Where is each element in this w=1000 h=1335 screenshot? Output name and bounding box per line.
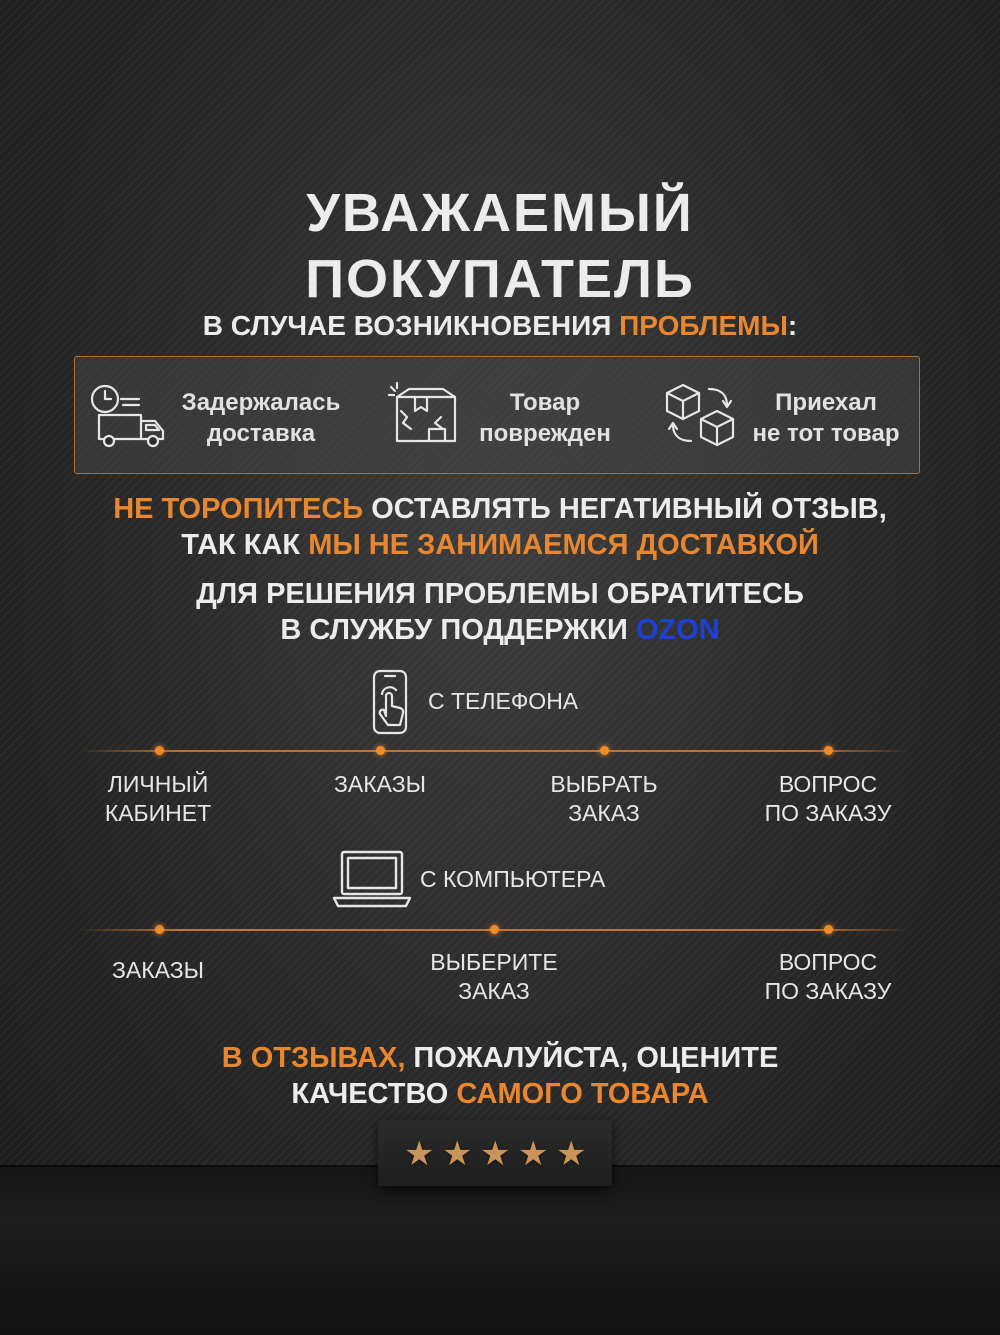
star-icon: ★	[518, 1135, 549, 1173]
delivery-truck-clock-icon	[89, 381, 169, 451]
phone-step-question	[718, 770, 938, 828]
problem-label-line2: не тот товар	[752, 420, 900, 447]
step-dot	[376, 746, 385, 755]
step-line1: ВОПРОС	[778, 949, 878, 975]
rating-highlight: В ОТЗЫВАХ,	[221, 1042, 406, 1074]
computer-step-select-order	[384, 948, 604, 1006]
rating-line-1	[0, 1042, 1000, 1075]
step-dot	[155, 746, 164, 755]
problems-panel	[74, 356, 920, 474]
warning-highlight: НЕ ТОРОПИТЕСЬ	[113, 493, 364, 525]
title-line-2: ПОКУПАТЕЛЬ	[305, 249, 695, 309]
computer-label: С КОМПЬЮТЕРА	[420, 866, 606, 892]
problem-label-line1: Приехал	[775, 389, 877, 416]
step-line2: КАБИНЕТ	[104, 800, 212, 826]
warning-line-1	[0, 493, 1000, 526]
ozon-brand: OZON	[635, 614, 720, 646]
background-floor	[0, 1165, 1000, 1335]
star-icon: ★	[404, 1135, 435, 1173]
subtitle-suffix: :	[787, 310, 798, 341]
step-dot	[824, 746, 833, 755]
rating-line-2	[0, 1078, 1000, 1111]
support-line-1: ДЛЯ РЕШЕНИЯ ПРОБЛЕМЫ ОБРАТИТЕСЬ	[196, 578, 804, 610]
warning-text: ОСТАВЛЯТЬ НЕГАТИВНЫЙ ОТЗЫВ,	[363, 493, 887, 525]
rating-highlight-product: САМОГО ТОВАРА	[456, 1078, 709, 1110]
problem-label-line1: Товар	[509, 389, 581, 416]
phone-label: С ТЕЛЕФОНА	[428, 688, 579, 714]
rating-text: ПОЖАЛУЙСТА, ОЦЕНИТЕ	[405, 1042, 779, 1074]
problem-label-line1: Задержалась	[181, 389, 341, 416]
damaged-box-icon	[387, 381, 463, 447]
support-prefix: В СЛУЖБУ ПОДДЕРЖКИ	[280, 614, 636, 646]
problem-delay-text	[161, 387, 361, 449]
title-line-1: УВАЖАЕМЫЙ	[306, 183, 694, 243]
phone-step-orders	[270, 770, 490, 799]
star-icon: ★	[442, 1135, 473, 1173]
problem-label-line2: поврежден	[479, 420, 611, 447]
step-dot	[155, 925, 164, 934]
subtitle	[0, 310, 1000, 342]
support-line-2	[0, 614, 1000, 647]
warning-line-2	[0, 529, 1000, 562]
smartphone-tap-icon	[368, 668, 412, 736]
subtitle-highlight: ПРОБЛЕМЫ	[619, 310, 788, 341]
phone-step-select-order	[494, 770, 714, 828]
step-line1: ЛИЧНЫЙ	[107, 771, 209, 797]
phone-step-cabinet	[48, 770, 268, 828]
step-line2: ПО ЗАКАЗУ	[764, 978, 892, 1004]
problem-damaged-text	[455, 387, 635, 449]
step-line1: ЗАКАЗЫ	[112, 957, 204, 983]
step-line1: ВЫБРАТЬ	[550, 771, 658, 797]
problem-wrong-item-text	[731, 387, 921, 449]
laptop-icon	[332, 848, 412, 910]
problem-label-line2: доставка	[206, 420, 316, 447]
phone-steps-line	[80, 750, 910, 752]
subtitle-prefix: В СЛУЧАЕ ВОЗНИКНОВЕНИЯ	[202, 310, 620, 341]
stars-rating	[378, 1120, 612, 1186]
step-line2: ПО ЗАКАЗУ	[764, 800, 892, 826]
step-line2: ЗАКАЗ	[458, 978, 530, 1004]
star-icon: ★	[556, 1135, 587, 1173]
step-line1: ЗАКАЗЫ	[334, 771, 426, 797]
step-line1: ВЫБЕРИТЕ	[430, 949, 558, 975]
warning-prefix: ТАК КАК	[181, 529, 309, 561]
step-dot	[600, 746, 609, 755]
step-line1: ВОПРОС	[778, 771, 878, 797]
warning-highlight-delivery: МЫ НЕ ЗАНИМАЕМСЯ ДОСТАВКОЙ	[308, 529, 819, 561]
step-dot	[490, 925, 499, 934]
rating-prefix: КАЧЕСТВО	[291, 1078, 457, 1110]
wrong-item-boxes-icon	[661, 381, 741, 451]
computer-step-orders	[48, 956, 268, 985]
step-line2: ЗАКАЗ	[568, 800, 640, 826]
star-icon: ★	[480, 1135, 511, 1173]
computer-step-question	[718, 948, 938, 1006]
step-dot	[824, 925, 833, 934]
